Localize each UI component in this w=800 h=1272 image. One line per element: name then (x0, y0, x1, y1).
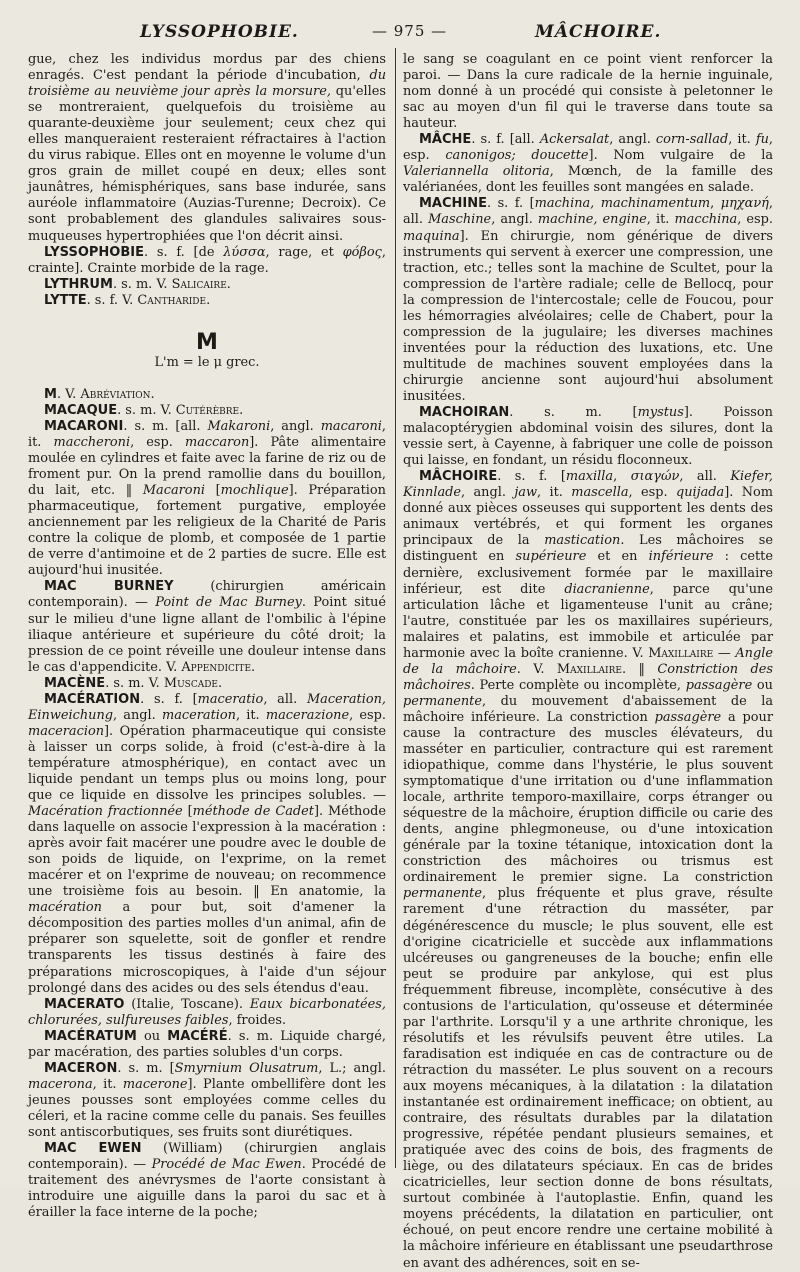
entry-text: ou (136, 1028, 168, 1044)
entry-text: , esp. (628, 485, 676, 501)
entry-text: , rage, et (265, 244, 343, 260)
italic-text: maceracion (28, 723, 105, 739)
cross-reference: Maxillaire (648, 645, 714, 661)
dictionary-entry (28, 245, 386, 277)
italic-text: maccheroni (53, 434, 131, 450)
entry-text: , du mouvement d'abaissement de la mâchoire inférieure. La constriction (403, 693, 773, 725)
entry-text: . (150, 386, 155, 402)
italic-text: Ackersalat (539, 132, 610, 148)
entry-text: . s. m. V. (117, 402, 176, 418)
entry-headword: M (44, 386, 57, 402)
entry-headword: MÂCHE (419, 132, 472, 148)
cross-reference: Muscade (163, 675, 218, 691)
entry-text: ]. Poisson malacoptérygien abdominal voisin des silures, dont la vessie sert, à Cayenne, à fabriquer une colle de poisson qui laisse, en fondant, un résidu floconneux. (403, 405, 773, 469)
entry-text: gue, chez les individus mordus par des chiens enragés. C'est pendant la période d'incubation, (28, 52, 386, 84)
entry-text: ]. Méthode dans laquelle on associe l'expression à la macération : après avoir fait macérer une poudre avec le double de son poids de liquide, on l'exprime, on la remet macérer et on l'exprime de nouveau; on recommence une troisième fois au besoin. ‖ En anatomie, la (28, 804, 386, 900)
entry-text: . s. m. Liquide chargé, par macération, des parties solubles d'un corps. (28, 1028, 386, 1060)
entry-text: . V. (516, 661, 557, 677)
entry-text: . Perte complète ou incomplète, (470, 677, 686, 693)
italic-text: machine, engine (537, 212, 647, 228)
italic-text: Macaroni (142, 483, 205, 499)
italic-text: σιαγών (630, 469, 680, 485)
italic-text: macération (28, 900, 102, 916)
entry-text: , it. (92, 1076, 123, 1092)
entry-text: , plus fréquente et plus grave, résulte rarement d'une rétraction du masséter, par dégénérescence du muscle; le plus souvent, elle est d'origine cicatricielle et succède aux inflammations ulcéreuses ou gangreneuses de la bouche; enfin elle peut se produire par ankylose, qui est plus fréquemment fibreuse, incomplète, consécutive à des contusions de l'articulation, qu'osseuse et déterminée par l'arthrite. Lorsqu'il y a une arthrite chronique, les résolutifs et les révulsifs peuvent être utiles. La faradisation est indiquée en cas de contracture ou de rétraction du masséter. Le plus souvent on a recours aux moyens mécaniques, à la dilatation : la dilatation instantanée est ordinairement inefficace; on obtient, au contraire, des résultats durables par la dilatation progressive, répétée pendant plusieurs semaines, et pratiquée avec des coins de bois, des fragments de liège, ou des dilatateurs spéciaux. En cas de brides cicatricielles, leur section donne de bons résultats, surtout combinée à l'autoplastie. Enfin, quand les moyens précédents, la dilatation en particulier, ont échoué, on peut encore rendre une certaine mobilité à la mâchoire inférieure en établissant une pseudarthrose en avant des adhérences, soit en se- (403, 886, 773, 1271)
italic-text: permanente (403, 886, 482, 902)
entry-text: ]. Plante ombellifère dont les jeunes pousses sont employées comme celles du céleri, et la racine comme celle du panais. Ses feuilles sont antiscorbutiques, ses fruits sont diurétiques. (28, 1076, 386, 1140)
italic-text: du troisième au neuvième jour après la morsure, (28, 68, 386, 100)
italic-text: Maceration, Einweichung (28, 691, 386, 723)
entry-text: MACÉRÉ (167, 1028, 228, 1044)
italic-text: mascella (571, 485, 629, 501)
entry-text: . (251, 659, 256, 675)
entry-text: (Italie, Toscane). (124, 996, 250, 1012)
cross-reference: Cantharide (137, 292, 207, 308)
entry-text: , esp. (349, 707, 386, 723)
entry-text: . s. m. V. (112, 276, 172, 292)
entry-text: . (226, 276, 231, 292)
dictionary-entry (403, 469, 773, 1271)
entry-text: ]. Pâte alimentaire moulée en cylindres et faite avec la farine de riz ou de froment pur. On la prend ramollie dans du bouillon, du lait, etc. ‖ (28, 434, 386, 499)
italic-text: macchina (674, 212, 738, 228)
entry-headword: LYSSOPHOBIE (44, 244, 144, 260)
entry-text: . s. m. V. (105, 675, 164, 691)
italic-text: machina, machinamentum (534, 196, 711, 212)
dictionary-entry (28, 676, 386, 692)
entry-text: ou (752, 677, 773, 693)
dictionary-entry (403, 196, 773, 405)
italic-text: macerazione (265, 707, 350, 723)
italic-text: macaroni (320, 418, 382, 434)
entry-text: , froides. (228, 1012, 287, 1028)
entry-text: et en (586, 549, 649, 565)
italic-text: Makaroni (207, 418, 271, 434)
italic-text: méthode de Cadet (192, 804, 314, 820)
italic-text: maccaron (184, 434, 250, 450)
dictionary-entry (28, 293, 386, 309)
dictionary-entry (28, 692, 386, 997)
italic-text: λύσσα (223, 244, 266, 260)
entry-text: , all. (679, 469, 731, 485)
entry-headword: MACÉRATUM (44, 1028, 137, 1044)
italic-text: macerona (28, 1076, 93, 1092)
dictionary-entry (403, 132, 773, 196)
continued-text (403, 52, 773, 132)
dictionary-entry (28, 387, 386, 403)
entry-text: a pour cause la contracture des muscles élévateurs, du masséter en particulier, contracture qui est rarement idiopathique, comme dans l'hystérie, le plus souvent symptomatique d'une irritation ou d'une inflammation locale, arthrite temporo-maxillaire, corps étranger ou séquestre de la mâchoire, éruption difficile ou carie des dents, angine phlegmoneuse, ou d'une intoxication générale par la toxine tétanique, intoxication dont la constriction des mâchoires ou trismus est ordinairement le premier signe. La constriction (403, 709, 773, 886)
italic-text: Maschine (428, 212, 492, 228)
entry-text: , it. (646, 212, 675, 228)
cross-reference: Cutérèbre (175, 402, 240, 418)
running-head-right: MÂCHOIRE. (535, 22, 662, 42)
right-column (403, 52, 774, 1271)
entry-text: [ (182, 804, 193, 820)
entry-text: , (613, 469, 631, 485)
italic-text: Smyrnium Olusatrum (174, 1060, 319, 1076)
entry-text: . (206, 292, 211, 308)
italic-text: corn-sallad (655, 132, 729, 148)
entry-text: ]. Nom vulgaire de la (588, 148, 774, 164)
entry-text: , (710, 196, 721, 212)
entry-text: , Mœnch, de la famille des valérianées, dont les feuilles sont mangées en salade. (403, 164, 774, 196)
entry-text: le sang se coagulant en ce point vient renforcer la paroi. — Dans la cure radicale de la hernie inguinale, nom donné à un procédé qui consiste à peletonner le sac au moyen d'un fil qui le traverse dans toute sa hauteur. (403, 52, 773, 132)
entry-text: — (713, 645, 736, 661)
entry-headword: MAC EWEN (44, 1141, 142, 1157)
italic-text: Eaux bicarbonatées, chlorurées, sulfureuses faibles (28, 996, 387, 1028)
entry-text: . Point situé sur le milieu d'une ligne allant de l'ombilic à l'épine iliaque antérieure et supérieure du côté droit; la pression de ce point réveille une douleur intense dans le cas d'appendicite. V. (28, 595, 386, 675)
italic-text: diacranienne (564, 581, 650, 597)
italic-text: maceration (161, 707, 236, 723)
entry-headword: MACHOIRAN (419, 405, 510, 421)
italic-text: maquina (403, 228, 460, 244)
dictionary-entry (28, 403, 386, 419)
entry-text: . s. f. [all. (471, 132, 540, 148)
entry-headword: MACÈNE (44, 675, 106, 691)
section-letter-note: L'm = le μ grec. (154, 354, 260, 370)
entry-text: , angl. (270, 418, 321, 434)
entry-text: ]. Opération pharmaceutique qui consiste à laisser un corps solide, à froid (c'est-à-dire à la température atmosphérique), en contact avec un liquide pendant un temps plus ou moins long, pour que ce liquide en dissolve les principes solubles. — (28, 723, 386, 804)
dictionary-entry (28, 1141, 386, 1221)
entry-text: . V. (56, 386, 81, 402)
entry-headword: LYTHRUM (44, 276, 113, 292)
italic-text: permanente (403, 693, 482, 709)
dictionary-entry (28, 419, 386, 579)
entry-text: . (218, 675, 223, 691)
entry-text: , it. (235, 707, 266, 723)
left-column (28, 52, 387, 1221)
italic-text: φόβος (342, 244, 382, 260)
entry-text: a pour but, soit d'amener la décomposition des parties molles d'un animal, afin de préparer son squelette, soit de gonfler et rendre transparents les tissus destinés à faire des préparations microscopiques, à l'aide d'un séjour prolongé dans des acides ou des sels étendus d'eau. (28, 900, 386, 996)
dictionary-entry (28, 997, 386, 1029)
entry-headword: MACARONI (44, 418, 124, 434)
entry-text: ]. Préparation pharmaceutique, fortement purgative, employée anciennement par les religieux de la Charité de Paris contre la colique de plomb, et composée de 1 partie de verre d'antimoine et de 2 parties de sucre. Elle est aujourd'hui inusitée. (28, 483, 386, 579)
entry-headword: MACAQUE (44, 402, 118, 418)
entry-text: . s. m. [ (117, 1060, 175, 1076)
italic-text: Constriction des mâchoires (403, 661, 773, 693)
column-divider (395, 48, 396, 1168)
entry-text: , esp. (737, 212, 773, 228)
italic-text: passagère (654, 709, 722, 725)
italic-text: Macération fractionnée (28, 804, 183, 820)
entry-text: , angl. (113, 707, 162, 723)
italic-text: maxilla (565, 469, 614, 485)
italic-text: jaw (514, 485, 538, 501)
cross-reference: Salicaire (171, 276, 227, 292)
cross-reference: Appendicite (181, 659, 252, 675)
entry-text: : cette dernière, exclusivement formée par le maxillaire inférieur, est dite (403, 549, 773, 597)
entry-text: . Procédé de traitement des anévrysmes de l'aorte consistant à introduire une aiguille dans la paroi du sac et à érailler la face interne de la poche; (28, 1157, 387, 1221)
entry-text: , it. (28, 418, 386, 450)
entry-text: . ‖ (621, 661, 658, 677)
italic-text: Valeriannella olitoria (403, 164, 550, 180)
entry-text: . s. f. [ (140, 691, 198, 707)
entry-headword: MACERATO (44, 996, 125, 1012)
italic-text: canonigos; doucette (445, 148, 589, 164)
entry-text: , angl. (491, 212, 538, 228)
italic-text: supérieure (515, 549, 587, 565)
entry-text: , angl. (609, 132, 656, 148)
entry-text: . s. f. V. (86, 292, 138, 308)
section-letter: M (196, 329, 218, 355)
entry-text: . s. f. [de (143, 244, 224, 260)
running-head-left: LYSSOPHOBIE. (140, 22, 299, 42)
italic-text: μηχανή (720, 196, 769, 212)
cross-reference: Abréviation (80, 386, 151, 402)
entry-text: [ (205, 483, 221, 499)
continued-text (28, 52, 386, 245)
entry-headword: MÂCHOIRE (419, 469, 498, 485)
italic-text: maceratio (197, 691, 264, 707)
page-header (0, 18, 800, 48)
italic-text: mystus (637, 405, 684, 421)
entry-text: . s. f. [ (497, 469, 566, 485)
italic-text: Point de Mac Burney (155, 595, 302, 611)
entry-text: ]. En chirurgie, nom générique de divers instruments qui servent à exercer une compression, une traction, etc.; telles sont la machine de Scultet, pour la compression de l'artère radiale; celle de Bellocq, pour la compression de l'intercostale; celle de Foucou, pour les hémorragies alvéolaires; celle de Chabert, pour la compression de la jugulaire; les diverses machines inventées pour la réduction des luxations, etc. Une multitude de machines souvent employées dans la chirurgie ancienne sont aujourd'hui absolument inusitées. (403, 228, 773, 404)
entry-text: (William) (chirurgien anglais contemporain). — (28, 1141, 386, 1173)
dictionary-entry (28, 579, 386, 675)
entry-text: . s. m. [all. (123, 418, 208, 434)
italic-text: inférieure (648, 549, 714, 565)
entry-text: . Les mâchoires se distinguent en (403, 533, 773, 565)
entry-text: . (239, 402, 244, 418)
italic-text: fu (755, 132, 769, 148)
italic-text: Kiefer, Kinnlade (403, 469, 774, 501)
entry-text: , esp. (130, 434, 185, 450)
italic-text: Procédé de Mac Ewen (151, 1157, 302, 1173)
dictionary-entry (28, 277, 386, 293)
entry-text: ]. Nom donné aux pièces osseuses qui supportent les dents des animaux vertébrés, et qui forment les organes principaux de la (403, 485, 773, 549)
entry-text: . s. f. [ (487, 196, 535, 212)
entry-headword: LYTTE (44, 292, 87, 308)
italic-text: quijada (675, 485, 725, 501)
entry-text: , all. (263, 691, 307, 707)
entry-text: , parce qu'une articulation lâche et ligamenteuse l'unit au crâne; l'autre, constituée par les os maxillaires supérieurs, malaires et palatins, est immobile et articulée par harmonie avec la boîte cranienne. V. (403, 581, 773, 661)
dictionary-entry (28, 1029, 386, 1061)
italic-text: macerone (122, 1076, 188, 1092)
page-number: — 975 — (372, 22, 448, 40)
dictionary-entry (28, 1061, 386, 1141)
entry-text: . s. m. [ (509, 405, 638, 421)
entry-headword: MACÉRATION (44, 691, 141, 707)
entry-text: (chirurgien américain contemporain). — (28, 579, 387, 611)
entry-text: , it. (537, 485, 572, 501)
cross-reference: Maxillaire (556, 661, 622, 677)
entry-headword: MAC BURNEY (44, 579, 174, 595)
entry-text: , esp. (403, 132, 773, 164)
italic-text: mastication (544, 533, 621, 549)
entry-headword: MACHINE (419, 196, 488, 212)
entry-text: qu'elles se montreraient, quelquefois du troisième au quarante-deuxième jour seulement; ceux chez qui elles manqueraient resteraient réfractaires à l'action du virus rabique. Elles ont en moyenne le volume d'un gros grain de millet coupé en deux; elles sont jaunâtres, hémisphériques, sans base indurée, sans auréole inflammatoire (Auzias-Turenne; Decroix). Ce sont probablement des glandules salivaires sous-muqueuses hypertrophiées que l'on décrit ainsi. (28, 84, 386, 244)
entry-text: , angl. (461, 485, 515, 501)
entry-text: , it. (728, 132, 756, 148)
entry-text: , crainte]. Crainte morbide de la rage. (28, 244, 386, 276)
dictionary-entry (403, 405, 773, 469)
italic-text: passagère (685, 677, 753, 693)
entry-text: , L.; angl. (318, 1060, 386, 1076)
italic-text: Angle de la mâchoire (403, 645, 773, 677)
entry-headword: MACERON (44, 1060, 118, 1076)
entry-text: , all. (403, 196, 773, 228)
italic-text: mochlique (220, 483, 289, 499)
